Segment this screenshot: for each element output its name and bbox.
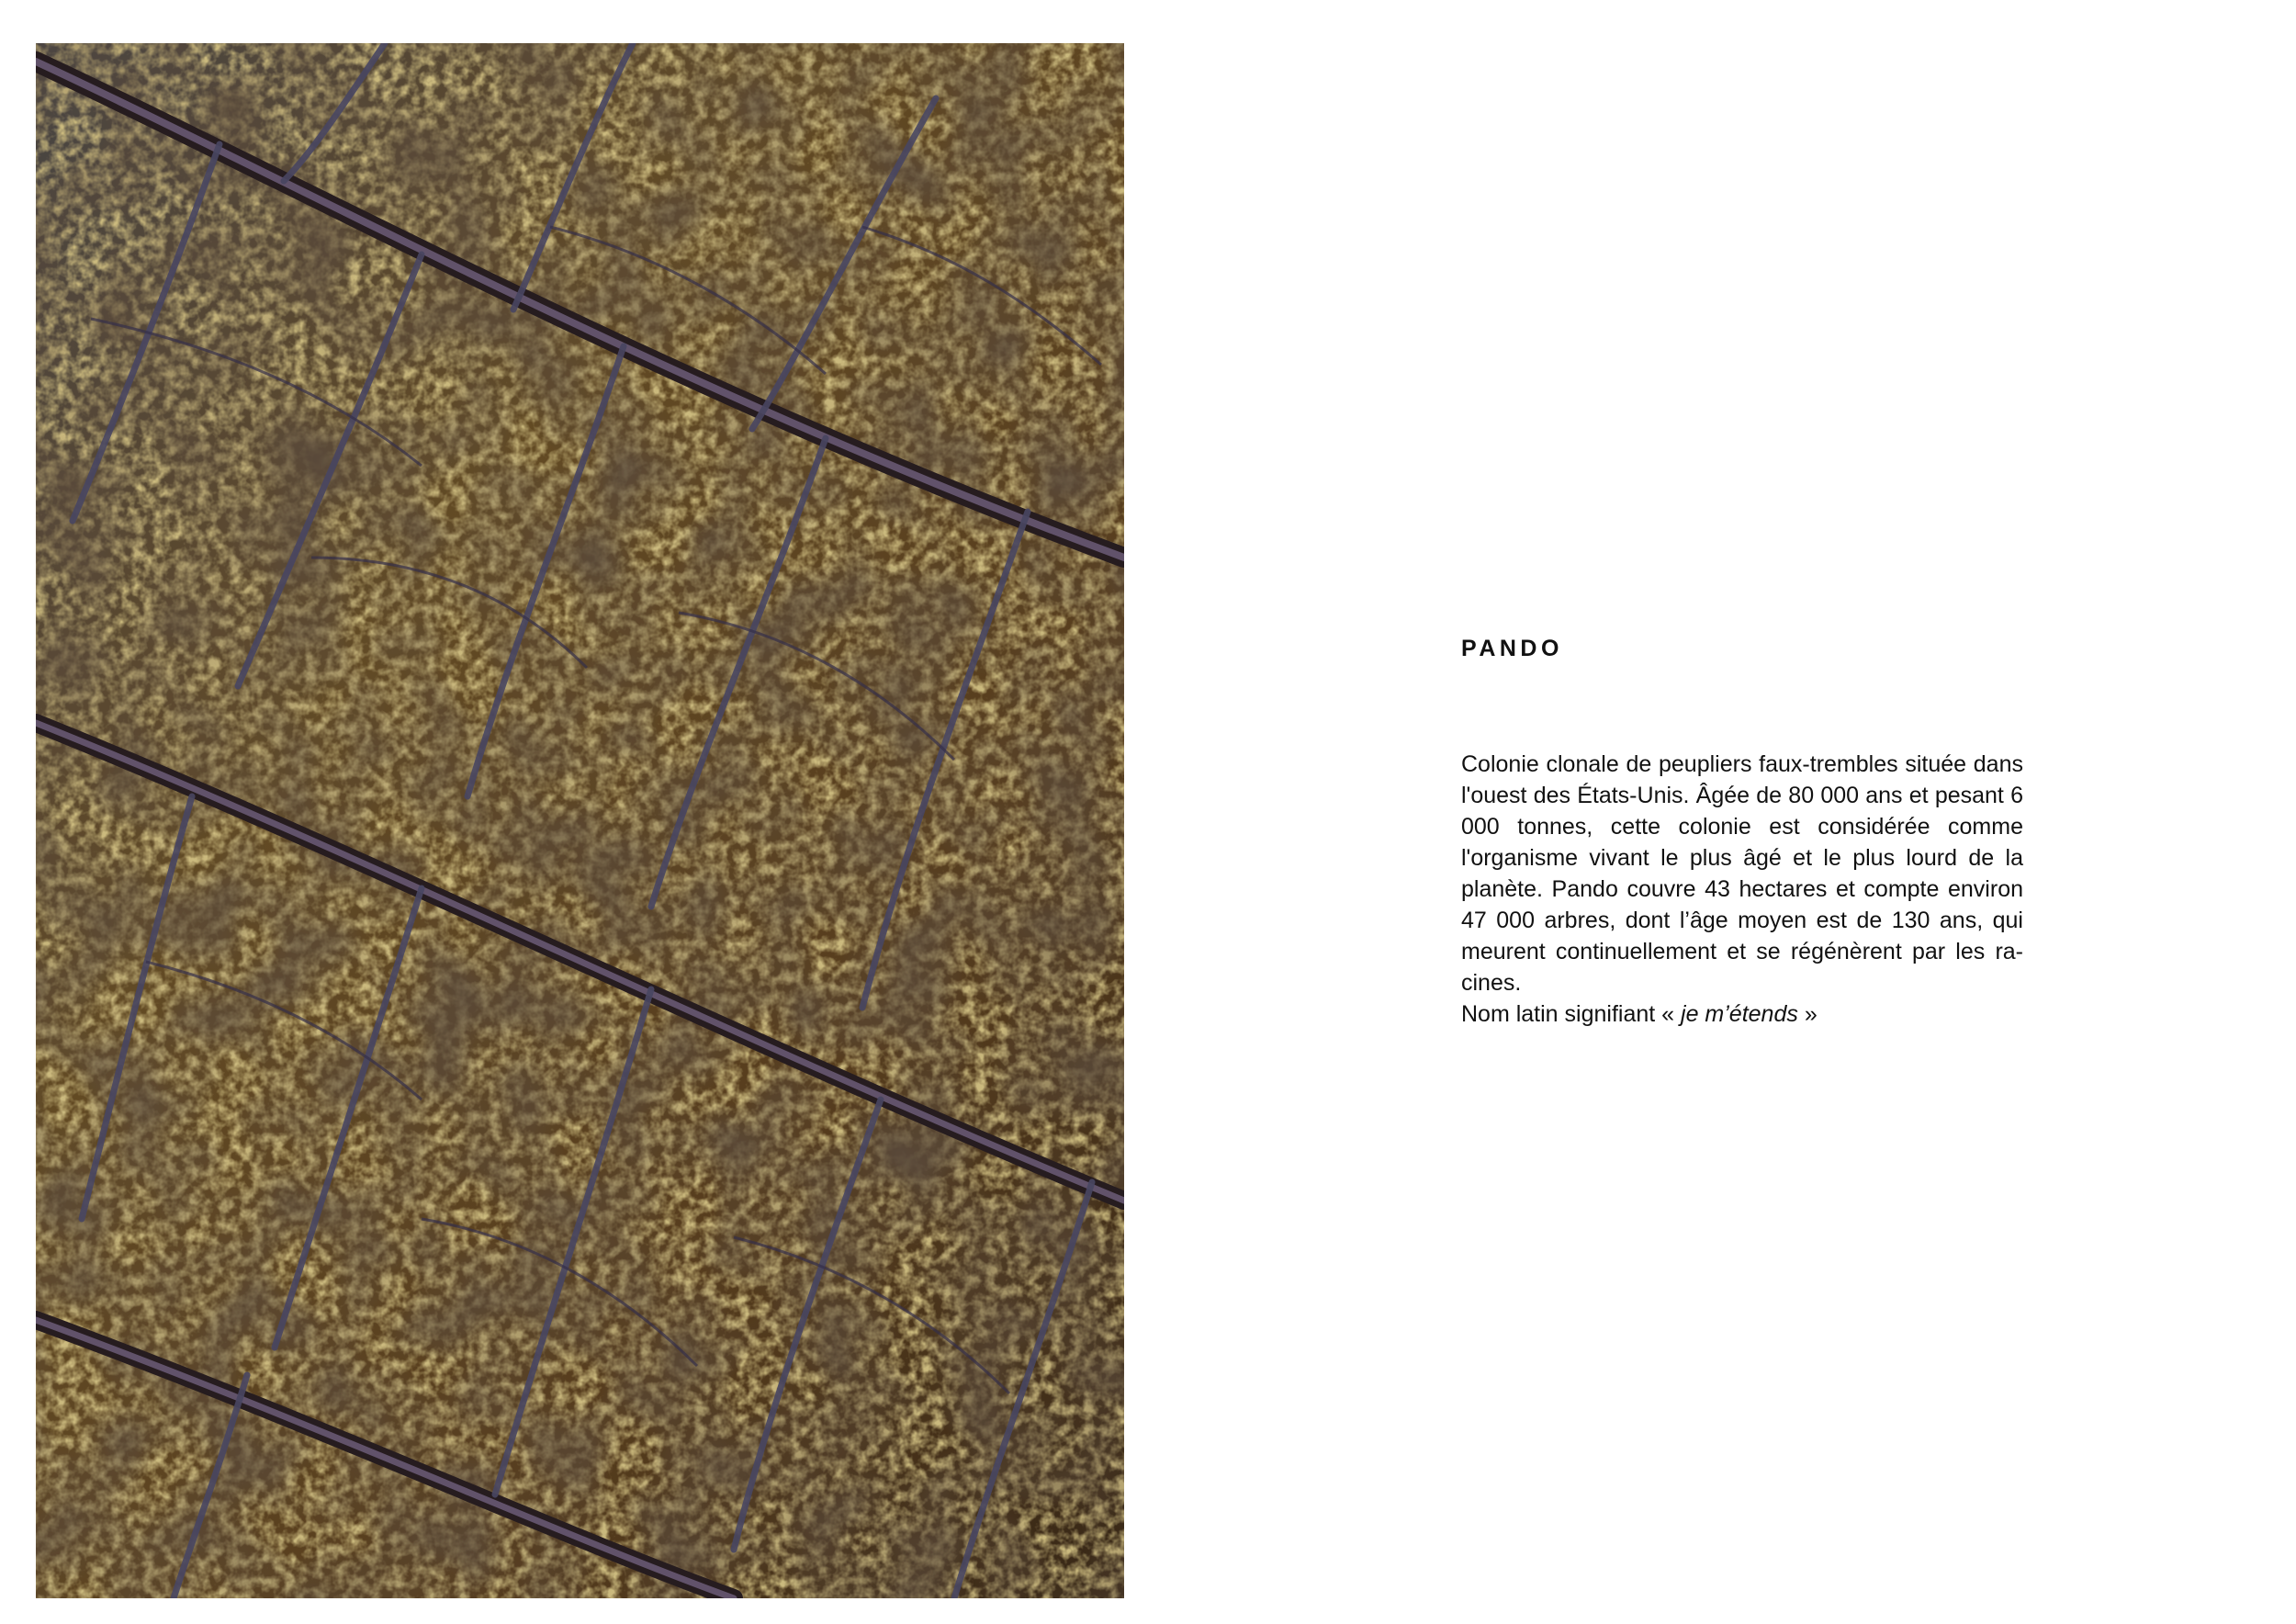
article-body [1461, 749, 2023, 1030]
latin-prefix: Nom latin signifiant « [1461, 1001, 1682, 1027]
article-paragraph: Colonie clonale de peupliers faux-trembles située dans l'ouest des États-Unis. Âgée de 80 000 ans et pesant 6 000 tonnes, cette colonie est considérée comme l'organisme vivant le plus âgé et le plus lourd de la planète. Pando couvre 43 hectares et compte environ 47 000 arbres, dont l’âge moyen est de 130 ans, qui meurent continuellement et se régénèrent par les ra-cines. [1461, 751, 2023, 996]
leaf-photo [36, 43, 1124, 1598]
leaf-texture-image [36, 43, 1124, 1598]
article-text [1461, 632, 2023, 1030]
leaf-vignette [36, 43, 1124, 1598]
latin-name-line [1461, 998, 2023, 1030]
latin-meaning: je m’étends [1681, 1001, 1798, 1027]
latin-suffix: » [1797, 1001, 1818, 1027]
article-title: PANDO [1461, 636, 1563, 661]
